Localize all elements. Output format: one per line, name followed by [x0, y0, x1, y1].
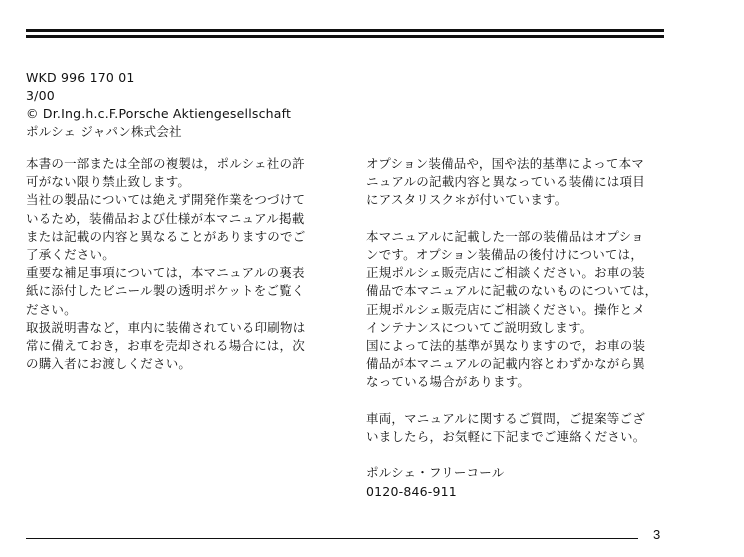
text-line: 取扱説明書など，車内に装備されている印刷物は — [26, 319, 306, 335]
text-line: 本マニュアルに記載した一部の装備品はオプショ — [366, 228, 644, 244]
page-number: 3 — [653, 527, 661, 542]
text-line: 了承ください。 — [26, 247, 115, 263]
paragraph-gap — [366, 210, 676, 228]
text-line: 国によって法的基準が異なりますので，お車の装 — [366, 338, 646, 354]
text-line: 備品で本マニュアルに記載のないものについては， — [366, 283, 658, 299]
left-column-text — [26, 155, 336, 373]
company-name: ポルシェ ジャパン株式会社 — [26, 124, 182, 139]
document-header — [26, 69, 291, 141]
text-line: にアスタリスク＊が付いています。 — [366, 192, 568, 208]
copyright-line: © Dr.Ing.h.c.F.Porsche Aktiengesellschaft — [26, 106, 292, 121]
text-line: または記載の内容と異なることがありますのでご — [26, 228, 306, 244]
text-line: オプション装備品や，国や法的基準によって本マ — [366, 156, 645, 171]
text-line: ださい。 — [26, 301, 77, 317]
text-line: 当社の製品については絶えず開発作業をつづけて — [26, 192, 306, 208]
text-line: 可がない限り禁止致します。 — [26, 174, 191, 190]
paragraph-gap — [366, 446, 676, 464]
edition-date: 3/00 — [26, 88, 55, 103]
text-line: いるため，装備品および仕様が本マニュアル掲載 — [26, 210, 305, 226]
document-code: WKD 996 170 01 — [26, 70, 135, 85]
top-double-rule-upper — [26, 29, 664, 32]
top-double-rule-lower — [26, 35, 664, 38]
text-line: 正規ポルシェ販売店にご相談ください。お車の装 — [366, 265, 645, 281]
text-line: 正規ポルシェ販売店にご相談ください。操作とメ — [366, 301, 645, 317]
text-line: 紙に添付したビニール製の透明ポケットをご覧く — [26, 283, 305, 299]
text-line: ニュアルの記載内容と異なっている装備には項目 — [366, 174, 645, 190]
bottom-rule — [26, 538, 638, 539]
right-column-text — [366, 155, 676, 501]
paragraph-gap — [366, 392, 676, 410]
text-line: 重要な補足事項については，本マニュアルの裏表 — [26, 265, 305, 281]
contact-name: ポルシェ・フリーコール — [366, 465, 505, 481]
text-line: の購入者にお渡しください。 — [26, 356, 192, 372]
text-line: 備品が本マニュアルの記載内容とわずかながら異 — [366, 356, 645, 372]
text-line: なっている場合があります。 — [366, 374, 531, 390]
contact-phone: 0120-846-911 — [366, 483, 457, 499]
text-line: いましたら，お気軽に下記までご連絡ください。 — [366, 429, 646, 445]
text-line: インテナンスについてご説明致します。 — [366, 319, 593, 335]
text-line: ンです。オプション装備品の後付けについては， — [366, 247, 644, 262]
text-line: 常に備えておき，お車を売却される場合には，次 — [26, 338, 305, 354]
text-line: 車両，マニュアルに関するご質問，ご提案等ござ — [366, 410, 645, 426]
text-line: 本書の一部または全部の複製は，ポルシェ社の許 — [26, 156, 305, 171]
